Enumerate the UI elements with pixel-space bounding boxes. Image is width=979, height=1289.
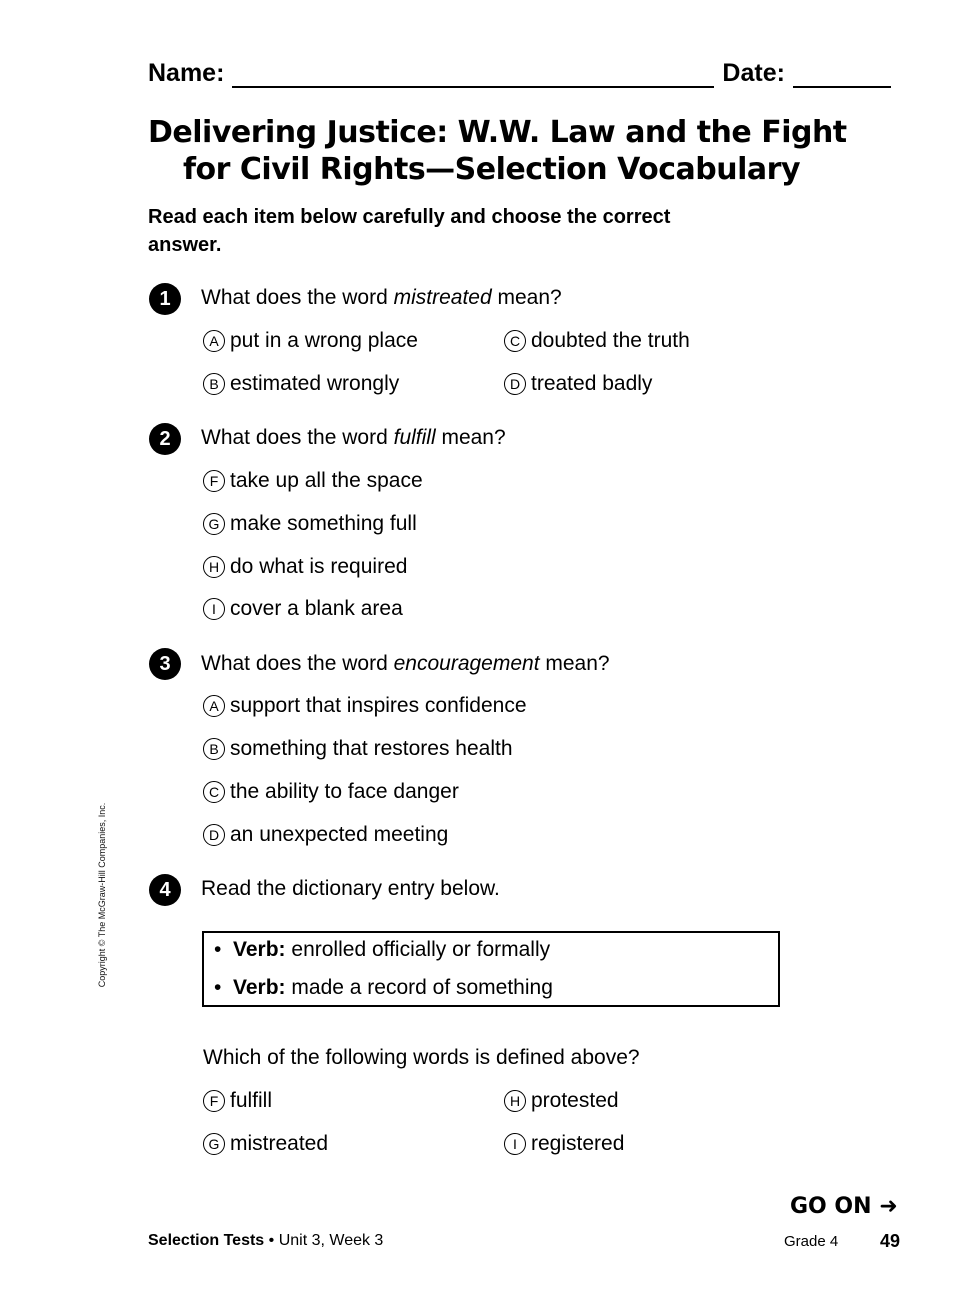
- question-3-prefix: What does the word: [201, 652, 394, 675]
- page-number: 49: [880, 1231, 901, 1251]
- option-text: estimated wrongly: [230, 372, 400, 395]
- footer-series: [148, 1232, 383, 1250]
- date-field[interactable]: [793, 62, 891, 88]
- name-date-row: [148, 52, 904, 88]
- option-text: do what is required: [230, 555, 408, 578]
- unit-week: Unit 3, Week 3: [278, 1232, 384, 1249]
- question-2-suffix: mean?: [435, 426, 506, 449]
- series-title: Selection Tests: [148, 1232, 265, 1249]
- question-2-text: [201, 424, 506, 452]
- question-number-1: 1: [149, 283, 181, 315]
- dictionary-definition-2: [214, 974, 553, 1002]
- option-1b[interactable]: [203, 370, 399, 398]
- answer-bubble[interactable]: H: [203, 556, 225, 578]
- instructions: Read each item below carefully and choose the correct answer.: [148, 206, 671, 256]
- option-text: mistreated: [230, 1132, 329, 1155]
- answer-bubble[interactable]: I: [504, 1133, 526, 1155]
- option-text: support that inspires confidence: [230, 694, 527, 717]
- bullet: •: [214, 938, 222, 961]
- answer-bubble[interactable]: A: [203, 330, 225, 352]
- option-1a[interactable]: [203, 327, 418, 355]
- question-1-word: mistreated: [393, 286, 492, 309]
- question-1-text: [201, 284, 562, 312]
- question-2-prefix: What does the word: [201, 426, 394, 449]
- option-3c[interactable]: [203, 778, 459, 806]
- option-4i[interactable]: [504, 1130, 624, 1158]
- option-text: treated badly: [531, 372, 653, 395]
- question-1-suffix: mean?: [491, 286, 562, 309]
- definition-text: enrolled officially or formally: [285, 938, 551, 961]
- option-text: registered: [531, 1132, 625, 1155]
- definition-text: made a record of something: [285, 976, 553, 999]
- part-of-speech: Verb:: [233, 976, 286, 999]
- answer-bubble[interactable]: B: [203, 738, 225, 760]
- answer-bubble[interactable]: C: [504, 330, 526, 352]
- answer-bubble[interactable]: H: [504, 1090, 526, 1112]
- question-number-4: 4: [149, 874, 181, 906]
- grade-label: Grade 4: [784, 1233, 839, 1250]
- option-text: put in a wrong place: [230, 329, 418, 352]
- question-4-followup: Which of the following words is defined above?: [203, 1046, 640, 1069]
- question-number-2: 2: [149, 423, 181, 455]
- name-field[interactable]: [232, 62, 714, 88]
- title-line-1: Delivering Justice: W.W. Law and the Fight: [148, 115, 847, 150]
- option-3a[interactable]: [203, 692, 527, 720]
- name-label: Name:: [148, 59, 225, 87]
- option-3d[interactable]: [203, 821, 448, 849]
- go-on-label: GO ON ➜: [790, 1194, 898, 1219]
- option-1d[interactable]: [504, 370, 652, 398]
- option-text: the ability to face danger: [230, 780, 459, 803]
- answer-bubble[interactable]: A: [203, 695, 225, 717]
- option-text: an unexpected meeting: [230, 823, 449, 846]
- answer-bubble[interactable]: G: [203, 513, 225, 535]
- option-3b[interactable]: [203, 735, 513, 763]
- question-3-word: encouragement: [393, 652, 540, 675]
- answer-bubble[interactable]: I: [203, 598, 225, 620]
- date-label: Date:: [722, 59, 785, 87]
- answer-bubble[interactable]: D: [203, 824, 225, 846]
- option-2i[interactable]: [203, 595, 403, 623]
- part-of-speech: Verb:: [233, 938, 286, 961]
- separator: •: [264, 1232, 279, 1249]
- option-text: fulfill: [230, 1089, 273, 1112]
- option-text: make something full: [230, 512, 417, 535]
- dictionary-entry-box: [202, 931, 780, 1007]
- option-2h[interactable]: [203, 553, 407, 581]
- bullet: •: [214, 976, 222, 999]
- option-text: doubted the truth: [531, 329, 690, 352]
- option-text: something that restores health: [230, 737, 513, 760]
- question-1-prefix: What does the word: [201, 286, 394, 309]
- title-line-2: for Civil Rights—Selection Vocabulary: [183, 152, 801, 187]
- copyright-notice: Copyright © The McGraw-Hill Companies, Inc.: [97, 802, 107, 988]
- option-4f[interactable]: [203, 1087, 272, 1115]
- option-text: take up all the space: [230, 469, 423, 492]
- question-2-word: fulfill: [393, 426, 436, 449]
- answer-bubble[interactable]: B: [203, 373, 225, 395]
- option-2g[interactable]: [203, 510, 417, 538]
- option-text: protested: [531, 1089, 619, 1112]
- option-2f[interactable]: [203, 467, 423, 495]
- answer-bubble[interactable]: C: [203, 781, 225, 803]
- answer-bubble[interactable]: D: [504, 373, 526, 395]
- page-title: [148, 114, 868, 188]
- option-4h[interactable]: [504, 1087, 619, 1115]
- answer-bubble[interactable]: F: [203, 470, 225, 492]
- question-number-3: 3: [149, 648, 181, 680]
- question-3-suffix: mean?: [539, 652, 610, 675]
- option-4g[interactable]: [203, 1130, 328, 1158]
- option-text: cover a blank area: [230, 597, 403, 620]
- answer-bubble[interactable]: G: [203, 1133, 225, 1155]
- question-4-text: Read the dictionary entry below.: [201, 877, 500, 900]
- option-1c[interactable]: [504, 327, 690, 355]
- dictionary-definition-1: [214, 936, 550, 964]
- question-3-text: [201, 650, 610, 678]
- answer-bubble[interactable]: F: [203, 1090, 225, 1112]
